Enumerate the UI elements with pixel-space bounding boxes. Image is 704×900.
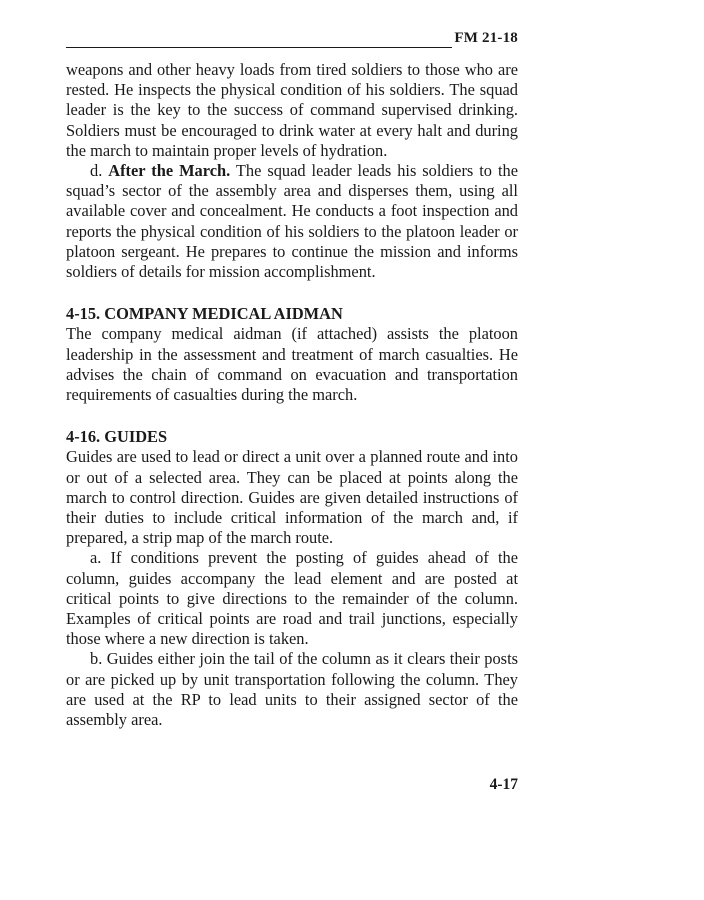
paragraph-lead-in: After the March. [108, 161, 231, 181]
page-header [66, 28, 518, 50]
header-rule [66, 47, 452, 48]
paragraph-guides-b: b. Guides either join the tail of the column as it clears their posts or are picked up by unit transportation following the column. They are used at the RP to lead units to their assigned sector of the assembly area. [66, 649, 518, 730]
document-id: FM 21-18 [454, 30, 518, 46]
paragraph-medical-aidman: The company medical aidman (if attached) assists the platoon leadership in the assessment and treatment of march casualties. He advises the chain of command on evacuation and transportation requirements of casualties during the march. [66, 324, 518, 405]
paragraph-guides-a: a. If conditions prevent the posting of guides ahead of the column, guides accompany the lead element and are posted at critical points to give directions to the remainder of the column. Examples of critical points are road and trail junctions, especially those where a new direction is taken. [66, 548, 518, 649]
paragraph-after-march [66, 161, 518, 282]
paragraph-guides-intro: Guides are used to lead or direct a unit over a planned route and into or out of a selected area. They can be placed at points along the march to control direction. Guides are given detailed instructions of their duties to include critical information of the march and, if prepared, a strip map of the march route. [66, 447, 518, 548]
page-number: 4-17 [489, 776, 518, 793]
section-heading-guides: 4-16. GUIDES [66, 427, 168, 447]
paragraph-continued: weapons and other heavy loads from tired soldiers to those who are rested. He inspects the physical condition of his soldiers. The squad leader is the key to the success of command supervised drinking. Soldiers must be encouraged to drink water at every halt and during the march to maintain proper levels of hydration. [66, 60, 518, 160]
paragraph-text: The squad leader leads his soldiers to the squad’s sector of the assembly area and disperses them, using all available cover and concealment. He conducts a foot inspection and reports the physical condition of his soldiers to the platoon leader or platoon sergeant. He prepares to continue the mission and informs soldiers of details for mission accomplishment. [66, 161, 518, 282]
page-body [66, 60, 518, 730]
section-heading-medical-aidman: 4-15. COMPANY MEDICAL AIDMAN [66, 304, 343, 324]
paragraph-label: d. [90, 161, 109, 181]
